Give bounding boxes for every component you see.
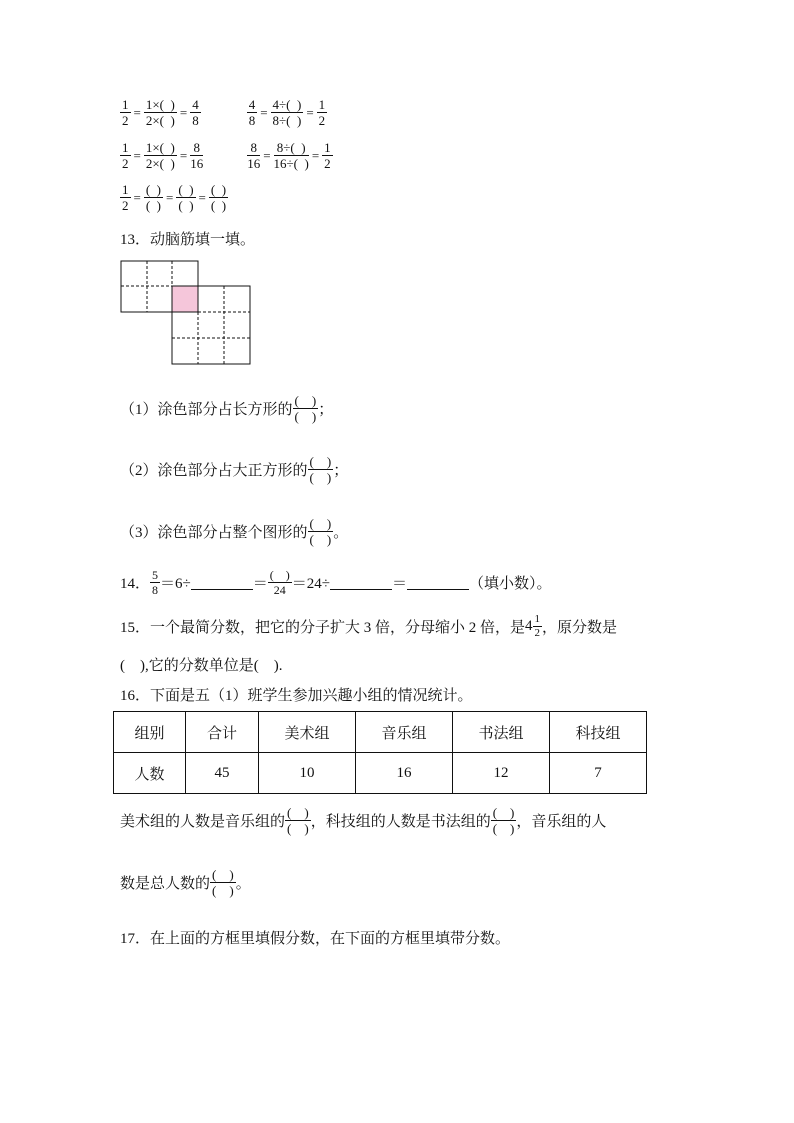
fraction-blank[interactable]: $\frac{( )}{( )}$ — [145, 182, 162, 213]
fraction: $\frac{1}{2}$ — [318, 97, 326, 128]
answer-blank[interactable] — [191, 575, 253, 590]
q13-part-2: （2）涂色部分占大正方形的 $\frac{( )}{( )}$ ； — [120, 454, 349, 485]
equation-row-1: $\frac{1}{2}$ = $\frac{1\times( )}{2\times( )}$ = $\frac{4}{8}$ $\frac{4}{8}$ = $\frac{4\div( )}{8\div( )}$ = $\frac{1}{2}$ — [122, 97, 326, 128]
table-cell: 12 — [453, 753, 550, 794]
equation-row-3: $\frac{1}{2}$ = $\frac{( )}{( )}$ = $\frac{( )}{( )}$ = $\frac{( )}{( )}$ — [122, 182, 227, 213]
fraction-blank[interactable]: $\frac{1\times( )}{2\times( )}$ — [145, 97, 175, 128]
fraction: $\frac{4}{8}$ — [192, 97, 199, 128]
q16-line-1: 美术组的人数是音乐组的 $\frac{( )}{( )}$ ，科技组的人数是书法组的 $\frac{( )}{( )}$ ，音乐组的人 — [120, 805, 607, 836]
fraction: $\frac{4}{8}$ — [248, 97, 256, 128]
table-cell: 科技组 — [550, 712, 647, 753]
answer-fraction[interactable]: $\frac{( )}{( )}$ — [309, 516, 332, 547]
table-cell: 美术组 — [259, 712, 356, 753]
q15-line-1: 15．一个最简分数，把它的分子扩大 3 倍，分母缩小 2 倍，是 4 $\frac{1}{2}$ ，原分数是 — [120, 613, 618, 639]
answer-fraction[interactable]: $\frac{( )}{24}$ — [269, 568, 290, 597]
q13-part-3: （3）涂色部分占整个图形的 $\frac{( )}{( )}$ 。 — [120, 516, 349, 547]
answer-fraction[interactable]: $\frac{( )}{( )}$ — [287, 805, 309, 836]
table-cell: 书法组 — [453, 712, 550, 753]
fraction: $\frac{8}{16}$ — [190, 140, 204, 171]
table-cell: 16 — [356, 753, 453, 794]
table-cell: 7 — [550, 753, 647, 794]
q16-line-2: 数是总人数的 $\frac{( )}{( )}$ 。 — [120, 867, 251, 898]
table-row — [114, 753, 647, 794]
fraction-blank[interactable]: $\frac{8\div( )}{16\div( )}$ — [273, 140, 309, 171]
answer-fraction[interactable]: $\frac{( )}{( )}$ — [294, 393, 317, 424]
fraction: $\frac{8}{16}$ — [247, 140, 261, 171]
table-cell: 10 — [259, 753, 356, 794]
table-cell: 合计 — [186, 712, 259, 753]
table-header-row — [114, 712, 647, 753]
table-cell: 音乐组 — [356, 712, 453, 753]
answer-fraction[interactable]: $\frac{( )}{( )}$ — [212, 867, 234, 898]
q17-title: 17．在上面的方框里填假分数，在下面的方框里填带分数。 — [120, 931, 511, 947]
fraction: $\frac{1}{2}$ — [122, 97, 129, 128]
fraction-blank[interactable]: $\frac{( )}{( )}$ — [210, 182, 227, 213]
fraction: $\frac{5}{8}$ — [152, 568, 159, 597]
fraction-blank[interactable]: $\frac{( )}{( )}$ — [178, 182, 194, 213]
table-cell: 人数 — [114, 753, 186, 794]
shaded-cell — [172, 286, 198, 312]
fraction: $\frac{1}{2}$ — [122, 140, 129, 171]
interest-group-table — [113, 711, 647, 794]
fraction-blank[interactable]: $\frac{4\div( )}{8\div( )}$ — [272, 97, 302, 128]
answer-blank[interactable] — [407, 575, 469, 590]
fraction: $\frac{1}{2}$ — [324, 140, 331, 171]
table-cell: 45 — [186, 753, 259, 794]
answer-blank[interactable] — [330, 575, 392, 590]
q14: 14． $\frac{5}{8}$ ＝6÷ ＝ $\frac{( )}{24}$ ＝24÷ ＝ （填小数）。 — [120, 568, 552, 597]
q13-part-1: （1）涂色部分占长方形的 $\frac{( )}{( )}$ ； — [120, 393, 334, 424]
q15-line-2[interactable]: ( ),它的分数单位是( ). — [120, 658, 283, 674]
q16-title: 16．下面是五（1）班学生参加兴趣小组的情况统计。 — [120, 688, 473, 704]
equation-row-2: $\frac{1}{2}$ = $\frac{1\times( )}{2\times( )}$ = $\frac{8}{16}$ $\frac{8}{16}$ = $\frac{8\div( )}{16\div( )}$ = $\frac{1}{2}$ — [122, 140, 331, 171]
mixed-fraction: $\frac{1}{2}$ — [534, 613, 541, 639]
fraction-blank[interactable]: $\frac{1\times( )}{2\times( )}$ — [145, 140, 175, 171]
grid-figure — [120, 260, 255, 368]
q13-title: 13．动脑筋填一填。 — [120, 232, 256, 248]
answer-fraction[interactable]: $\frac{( )}{( )}$ — [309, 454, 332, 485]
answer-fraction[interactable]: $\frac{( )}{( )}$ — [492, 805, 515, 836]
table-cell: 组别 — [114, 712, 186, 753]
fraction: $\frac{1}{2}$ — [122, 182, 129, 213]
